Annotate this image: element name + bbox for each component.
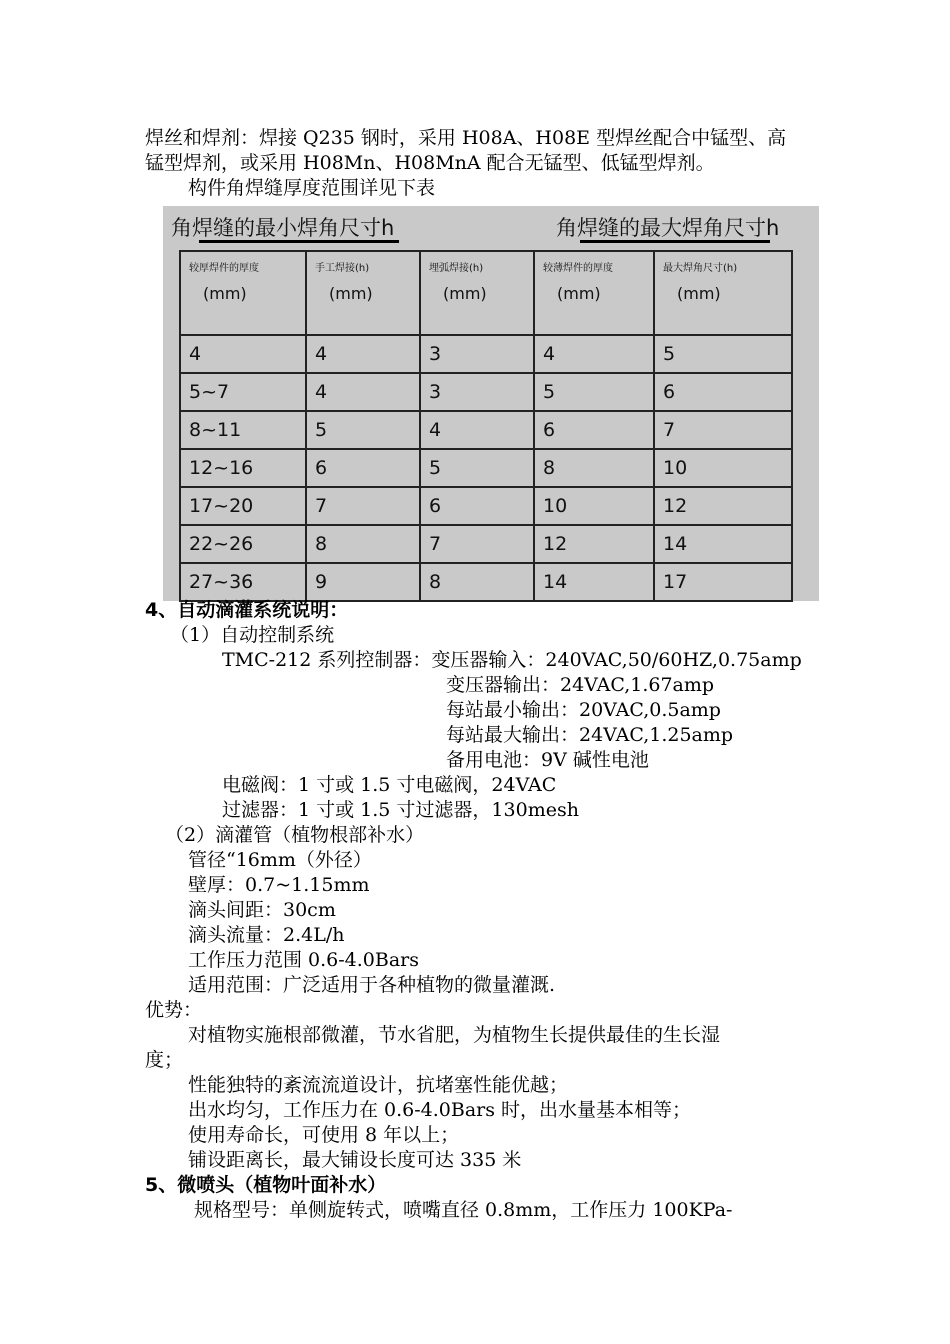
table-cell: 4 (180, 335, 306, 373)
table-cell: 4 (306, 373, 420, 411)
table-cell: 12~16 (180, 449, 306, 487)
table-header-cell: 较薄焊件的厚度 (mm) (534, 251, 654, 335)
pipe-spec: 适用范围：广泛适用于各种植物的微量灌溉. (188, 974, 556, 996)
table-header-cell: 手工焊接(h) (mm) (306, 251, 420, 335)
table-cell: 12 (654, 487, 792, 525)
table-cell: 17 (654, 563, 792, 601)
section-heading: 4、自动滴灌系统说明： (145, 599, 349, 621)
controller-spec-item: 每站最大输出：24VAC,1.25amp (446, 724, 734, 746)
table-cell: 12 (534, 525, 654, 563)
table-cell: 5 (654, 335, 792, 373)
valve-spec: 电磁阀：1 寸或 1.5 寸电磁阀，24VAC (222, 774, 557, 796)
table-cell: 6 (306, 449, 420, 487)
controller-spec-item: 每站最小输出：20VAC,0.5amp (446, 699, 721, 721)
table-header-cell: 埋弧焊接(h) (mm) (420, 251, 534, 335)
table-cell: 4 (420, 411, 534, 449)
pipe-spec: 壁厚：0.7~1.15mm (188, 874, 370, 896)
table-cell: 4 (534, 335, 654, 373)
weld-size-table-figure (163, 206, 819, 601)
sprinkler-spec: 规格型号：单侧旋转式，喷嘴直径 0.8mm，工作压力 100KPa- (194, 1199, 733, 1221)
subsection-heading: （2）滴灌管（植物根部补水） (165, 824, 425, 846)
table-row (180, 335, 792, 373)
pipe-spec: 滴头间距：30cm (188, 899, 336, 921)
table-cell: 10 (534, 487, 654, 525)
filter-spec: 过滤器：1 寸或 1.5 寸过滤器，130mesh (222, 799, 579, 821)
advantage-item: 出水均匀，工作压力在 0.6-4.0Bars 时，出水量基本相等； (188, 1099, 692, 1121)
table-row (180, 563, 792, 601)
paragraph-line: 锰型焊剂，或采用 H08Mn、H08MnA 配合无锰型、低锰型焊剂。 (145, 152, 715, 174)
advantage-item: 使用寿命长，可使用 8 年以上； (188, 1124, 460, 1146)
table-header-cell: 较厚焊件的厚度 (mm) (180, 251, 306, 335)
weld-size-table (179, 250, 793, 602)
table-cell: 3 (420, 335, 534, 373)
table-cell: 4 (306, 335, 420, 373)
table-cell: 9 (306, 563, 420, 601)
table-cell: 5 (306, 411, 420, 449)
table-cell: 8 (534, 449, 654, 487)
section-heading: 5、微喷头（植物叶面补水） (145, 1174, 387, 1196)
table-cell: 6 (534, 411, 654, 449)
table-cell: 6 (654, 373, 792, 411)
table-cell: 8~11 (180, 411, 306, 449)
table-cell: 5~7 (180, 373, 306, 411)
table-cell: 5 (420, 449, 534, 487)
paragraph-line: 焊丝和焊剂：焊接 Q235 钢时，采用 H08A、H08E 型焊丝配合中锰型、高 (145, 127, 787, 149)
table-row (180, 373, 792, 411)
advantage-item: 度； (145, 1049, 184, 1071)
table-header-row (180, 251, 792, 335)
table-row (180, 449, 792, 487)
table-cell: 7 (654, 411, 792, 449)
table-row (180, 525, 792, 563)
subsection-heading: （1）自动控制系统 (170, 624, 335, 646)
pipe-spec: 工作压力范围 0.6-4.0Bars (188, 949, 420, 971)
controller-spec-item: 变压器输出：24VAC,1.67amp (446, 674, 715, 696)
advantage-item: 对植物实施根部微灌，节水省肥，为植物生长提供最佳的生长湿 (188, 1024, 721, 1046)
table-cell: 17~20 (180, 487, 306, 525)
table-header-cell: 最大焊角尺寸(h) (mm) (654, 251, 792, 335)
table-row (180, 411, 792, 449)
table-cell: 7 (306, 487, 420, 525)
table-cell: 22~26 (180, 525, 306, 563)
controller-spec-item: 备用电池：9V 碱性电池 (446, 749, 649, 771)
controller-spec: TMC-212 系列控制器：变压器输入：240VAC,50/60HZ,0.75amp (222, 649, 802, 671)
figure-title-right: 角焊缝的最大焊角尺寸h (556, 212, 779, 242)
table-cell: 6 (420, 487, 534, 525)
advantage-title: 优势： (145, 999, 203, 1021)
table-cell: 8 (420, 563, 534, 601)
table-cell: 8 (306, 525, 420, 563)
table-cell: 10 (654, 449, 792, 487)
table-cell: 5 (534, 373, 654, 411)
advantage-item: 性能独特的紊流流道设计，抗堵塞性能优越； (188, 1074, 569, 1096)
table-cell: 3 (420, 373, 534, 411)
figure-title-left: 角焊缝的最小焊角尺寸h (171, 212, 394, 242)
table-cell: 27~36 (180, 563, 306, 601)
paragraph-line: 构件角焊缝厚度范围详见下表 (188, 177, 436, 199)
pipe-spec: 管径“16mm（外径） (188, 849, 372, 871)
pipe-spec: 滴头流量：2.4L/h (188, 924, 345, 946)
table-row (180, 487, 792, 525)
advantage-item: 铺设距离长，最大铺设长度可达 335 米 (188, 1149, 522, 1171)
table-cell: 14 (654, 525, 792, 563)
table-cell: 7 (420, 525, 534, 563)
table-cell: 14 (534, 563, 654, 601)
